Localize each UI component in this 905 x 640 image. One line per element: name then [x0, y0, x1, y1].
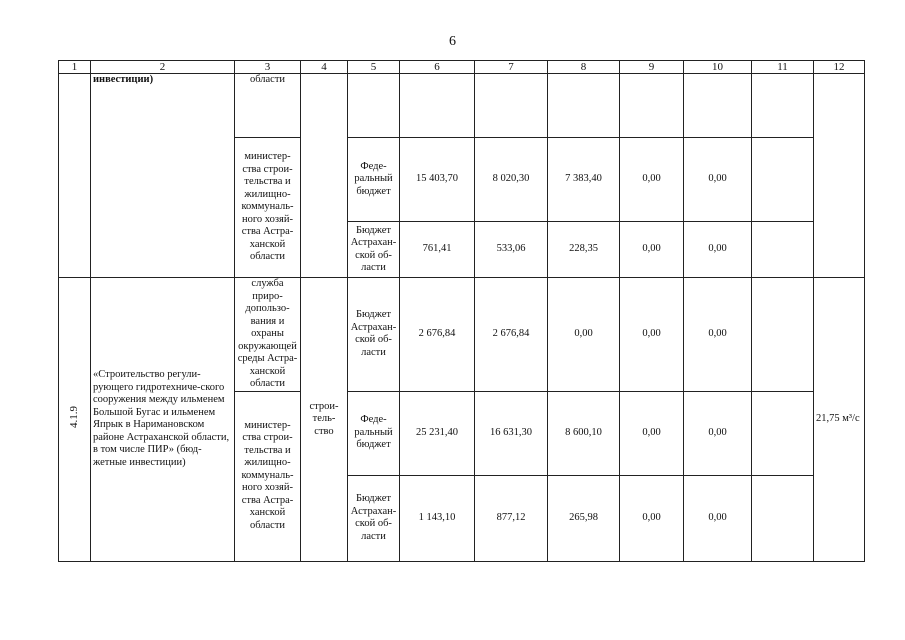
- value-cell: [475, 74, 548, 138]
- col4-cell: [301, 74, 348, 278]
- value-cell: [620, 74, 684, 138]
- value-cell: 265,98: [548, 475, 620, 561]
- source-cell: Бюджет Астрахан-ской об-ласти: [348, 475, 400, 561]
- value-cell: [752, 278, 814, 392]
- value-cell: [752, 391, 814, 475]
- col12-cell: [814, 74, 865, 278]
- value-cell: [752, 74, 814, 138]
- col-header: 7: [475, 61, 548, 74]
- value-cell: 7 383,40: [548, 138, 620, 222]
- source-cell: Бюджет Астрахан-ской об-ласти: [348, 278, 400, 392]
- value-cell: 25 231,40: [400, 391, 475, 475]
- item-number: 4.1.9: [68, 406, 81, 428]
- col-header: 11: [752, 61, 814, 74]
- table-row: [59, 278, 865, 392]
- value-cell: 2 676,84: [400, 278, 475, 392]
- value-cell: [684, 74, 752, 138]
- value-cell: 533,06: [475, 222, 548, 278]
- executor-cell: министер-ства строи-тельства и жилищно-коммуналь-ного хозяй-ства Астра-ханской области: [235, 391, 301, 561]
- col-header: 8: [548, 61, 620, 74]
- item-number-cell: [59, 278, 91, 562]
- value-cell: 0,00: [684, 278, 752, 392]
- value-cell: [752, 138, 814, 222]
- value-cell: [752, 222, 814, 278]
- source-cell: Феде-ральный бюджет: [348, 138, 400, 222]
- table-row: [59, 74, 865, 138]
- value-cell: 15 403,70: [400, 138, 475, 222]
- source-cell: [348, 74, 400, 138]
- value-cell: 1 143,10: [400, 475, 475, 561]
- value-cell: [548, 74, 620, 138]
- header-row: [59, 61, 865, 74]
- value-cell: 16 631,30: [475, 391, 548, 475]
- col-header: 6: [400, 61, 475, 74]
- source-cell: Бюджет Астрахан-ской об-ласти: [348, 222, 400, 278]
- col-header: 4: [301, 61, 348, 74]
- value-cell: 0,00: [684, 475, 752, 561]
- value-cell: 0,00: [684, 391, 752, 475]
- col-header: 12: [814, 61, 865, 74]
- col-header: 2: [91, 61, 235, 74]
- value-cell: 0,00: [620, 138, 684, 222]
- value-cell: [752, 475, 814, 561]
- value-cell: [400, 74, 475, 138]
- col4-cell: строи-тель-ство: [301, 278, 348, 562]
- value-cell: 761,41: [400, 222, 475, 278]
- item-name-cell: «Строительство регули-рующего гидротехниче-ского сооружения между ильменем Большой Бугас и ильменем Япрык в Наримановском районе Астраханской области, в том числе ПИР» (бюд-жетные инвестиции): [91, 278, 235, 562]
- value-cell: 877,12: [475, 475, 548, 561]
- item-name-cell: инвестиции): [91, 74, 235, 278]
- page-number: 6: [449, 34, 456, 49]
- source-cell: Феде-ральный бюджет: [348, 391, 400, 475]
- budget-table: [58, 60, 865, 562]
- executor-cell: области: [235, 74, 301, 138]
- executor-cell: служба приро-допользо-вания и охраны окружающей среды Астра-ханской области: [235, 278, 301, 392]
- col-header: 1: [59, 61, 91, 74]
- col-header: 9: [620, 61, 684, 74]
- value-cell: 8 020,30: [475, 138, 548, 222]
- value-cell: 0,00: [620, 475, 684, 561]
- value-cell: 0,00: [620, 278, 684, 392]
- item-number-cell: [59, 74, 91, 278]
- col-header: 5: [348, 61, 400, 74]
- value-cell: 0,00: [620, 391, 684, 475]
- value-cell: 0,00: [620, 222, 684, 278]
- col12-cell: 21,75 м³/с: [814, 278, 865, 562]
- value-cell: 8 600,10: [548, 391, 620, 475]
- executor-cell: министер-ства строи-тельства и жилищно-коммуналь-ного хозяй-ства Астра-ханской области: [235, 138, 301, 278]
- value-cell: 228,35: [548, 222, 620, 278]
- col-header: 10: [684, 61, 752, 74]
- value-cell: 0,00: [684, 138, 752, 222]
- col-header: 3: [235, 61, 301, 74]
- value-cell: 0,00: [548, 278, 620, 392]
- value-cell: 2 676,84: [475, 278, 548, 392]
- value-cell: 0,00: [684, 222, 752, 278]
